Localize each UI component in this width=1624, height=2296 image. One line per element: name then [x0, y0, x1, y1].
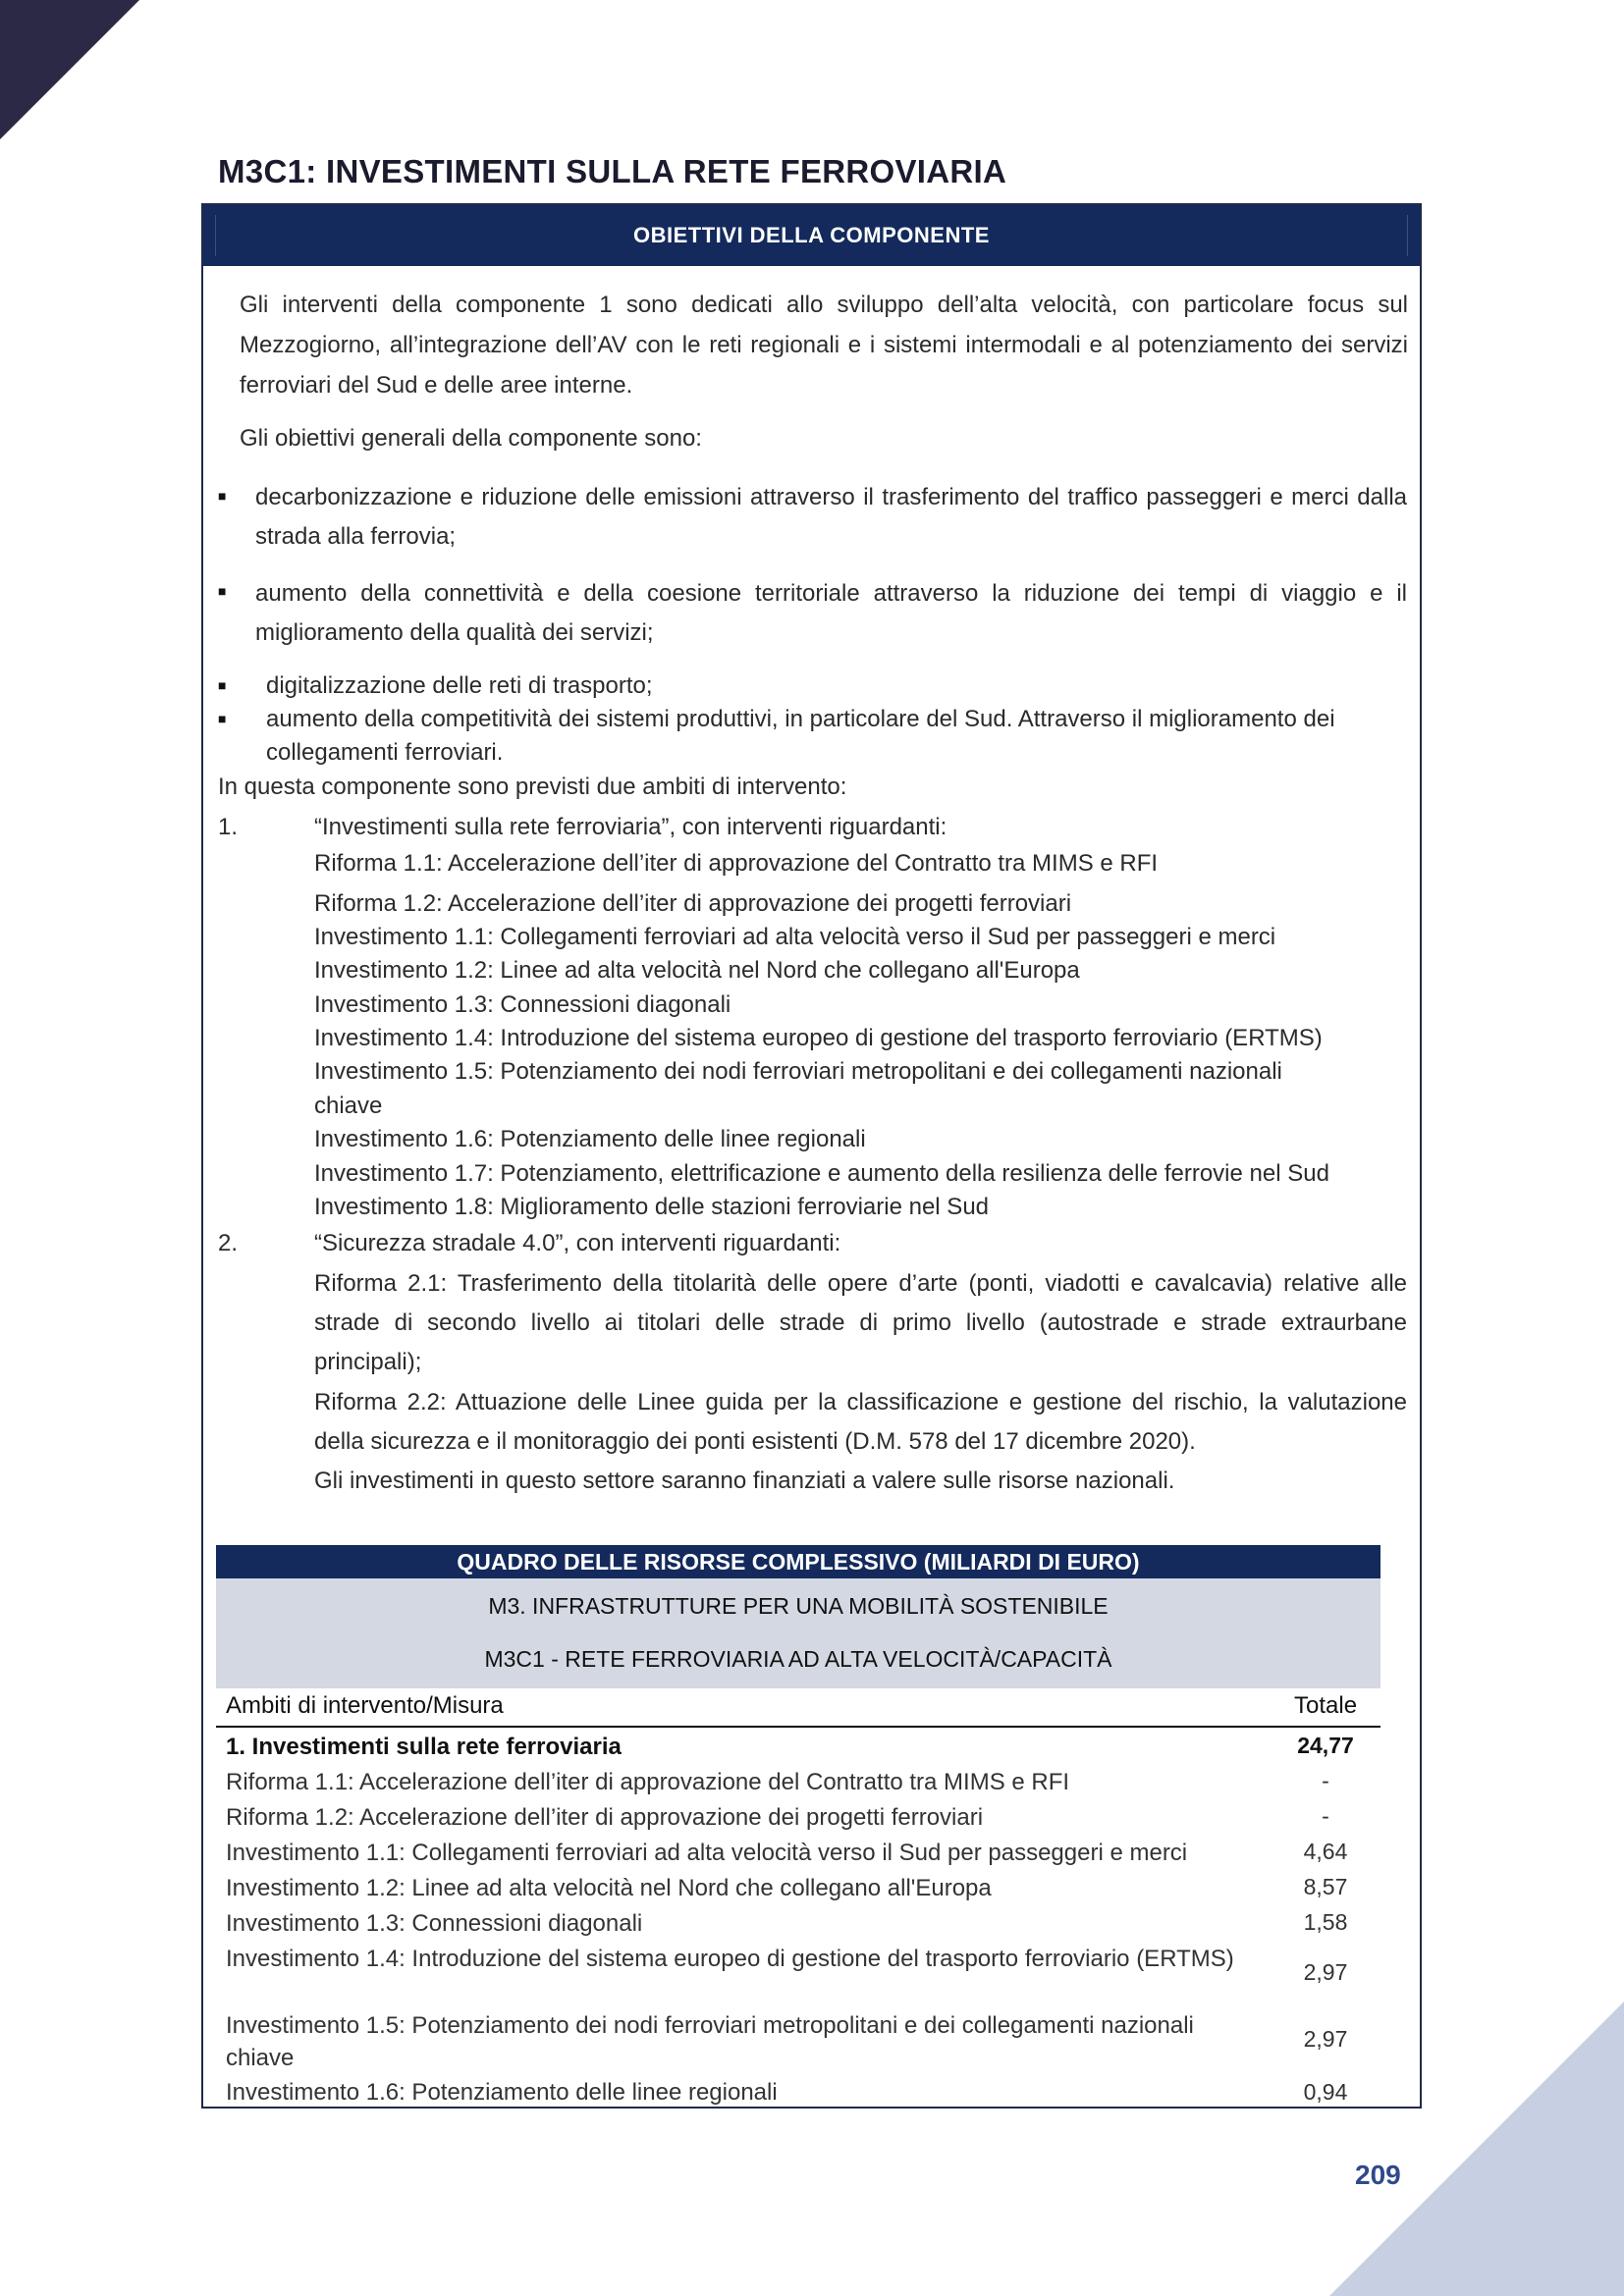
ambito-1-item: Investimento 1.3: Connessioni diagonali: [314, 991, 731, 1018]
objectives-intro: Gli interventi della componente 1 sono dedicati allo sviluppo dell’alta velocità, con particolare focus sul Mezzogiorno, all’integrazione dell’AV con le reti regionali e i sistemi intermodali e al potenziamento dei servizi ferroviari del Sud e delle aree interne.: [240, 292, 1408, 399]
table-row: Investimento 1.6: Potenziamento delle linee regionali: [226, 2079, 778, 2106]
header-divider: [216, 1726, 1380, 1728]
ambito-1-item: Investimento 1.5: Potenziamento dei nodi ferroviari metropolitani e dei collegamenti nazionali: [314, 1058, 1282, 1085]
bullet-marker: ■: [218, 583, 227, 599]
riforma-2-1: Riforma 2.1: Trasferimento della titolarità delle opere d’arte (ponti, viadotti e cavalcavia) relative alle strade di secondo livello ai titolari delle strade di primo livello (autostrade e strade extraurbane principali);: [314, 1270, 1407, 1375]
column-header-measure: Ambiti di intervento/Misura: [226, 1692, 504, 1719]
riforma-2-2: Riforma 2.2: Attuazione delle Linee guida per la classificazione e gestione del rischio, la valutazione della sicurezza e il monitoraggio dei ponti esistenti (D.M. 578 del 17 dicembre 2020).: [314, 1389, 1407, 1455]
objective-bullet-text: aumento della connettività e della coesione territoriale attraverso la riduzione dei tempi di viaggio e il miglioramento della qualità dei servizi;: [255, 580, 1407, 646]
bullet-marker: ■: [218, 711, 227, 726]
table-row-value: -: [1322, 1803, 1329, 1829]
objectives-header: [203, 205, 1420, 266]
ambito-1-item: Investimento 1.7: Potenziamento, elettrificazione e aumento della resilienza delle ferrovie nel Sud: [314, 1160, 1329, 1187]
section-title: M3C1: INVESTIMENTI SULLA RETE FERROVIARIA: [218, 153, 1007, 189]
table-row: Investimento 1.4: Introduzione del sistema europeo di gestione del trasporto ferroviario (ERTMS): [226, 1946, 1234, 1972]
objectives-header-label: OBIETTIVI DELLA COMPONENTE: [633, 223, 990, 247]
table-row-value: -: [1322, 1768, 1329, 1793]
ambito-1-number: 1.: [218, 814, 239, 840]
objective-bullet-3: digitalizzazione delle reti di trasporto;: [266, 672, 653, 699]
table-row-value: 2,97: [1303, 1959, 1348, 1985]
bullet-marker: ■: [218, 488, 227, 504]
table-row-value: 4,64: [1303, 1839, 1348, 1864]
table-row: Investimento 1.1: Collegamenti ferroviari ad alta velocità verso il Sud per passeggeri e merci: [226, 1840, 1188, 1866]
ambito-1-item: Riforma 1.2: Accelerazione dell’iter di approvazione dei progetti ferroviari: [314, 890, 1072, 917]
table-row: 1. Investimenti sulla rete ferroviaria: [226, 1734, 622, 1760]
ambito-1-item: Investimento 1.6: Potenziamento delle linee regionali: [314, 1126, 866, 1152]
table-row-value: 2,97: [1303, 2026, 1348, 2052]
table-row-value: 8,57: [1303, 1874, 1348, 1899]
table-row: Investimento 1.3: Connessioni diagonali: [226, 1910, 643, 1937]
objective-bullet-2: [255, 574, 1407, 653]
resources-header: QUADRO DELLE RISORSE COMPLESSIVO (MILIARDI DI EURO): [216, 1545, 1380, 1578]
objective-bullet-4: aumento della competitività dei sistemi produttivi, in particolare del Sud. Attraverso il miglioramento dei collegamenti ferroviari.: [266, 706, 1335, 766]
bullet-marker: ■: [218, 677, 227, 693]
financing-note: Gli investimenti in questo settore saranno finanziati a valere sulle risorse nazionali.: [314, 1468, 1175, 1494]
table-row-value: 24,77: [1297, 1733, 1354, 1758]
table-row: Investimento 1.2: Linee ad alta velocità nel Nord che collegano all'Europa: [226, 1875, 992, 1901]
objectives-general-intro: Gli obiettivi generali della componente sono:: [240, 425, 702, 452]
objective-bullet-1: [255, 478, 1407, 557]
page-number: 209: [1355, 2160, 1401, 2190]
table-row: Riforma 1.1: Accelerazione dell’iter di approvazione del Contratto tra MIMS e RFI: [226, 1769, 1070, 1795]
ambito-1-item: Investimento 1.2: Linee ad alta velocità nel Nord che collegano all'Europa: [314, 957, 1080, 984]
table-row-value: 0,94: [1303, 2079, 1348, 2105]
ambito-2-number: 2.: [218, 1230, 239, 1256]
ambito-1-item: Investimento 1.1: Collegamenti ferroviari ad alta velocità verso il Sud per passeggeri e merci: [314, 924, 1276, 950]
table-row: Investimento 1.5: Potenziamento dei nodi ferroviari metropolitani e dei collegamenti nazionali chiave: [226, 2012, 1194, 2071]
table-row-value: 1,58: [1303, 1909, 1348, 1935]
ambito-1-item: Investimento 1.4: Introduzione del sistema europeo di gestione del trasporto ferroviario (ERTMS): [314, 1025, 1323, 1051]
ambito-2-title: “Sicurezza stradale 4.0”, con interventi riguardanti:: [314, 1230, 841, 1256]
ambito-1-item: chiave: [314, 1093, 383, 1119]
ambito-1-item: Riforma 1.1: Accelerazione dell’iter di approvazione del Contratto tra MIMS e RFI: [314, 850, 1159, 877]
corner-decoration-top-left: [0, 0, 139, 139]
table-row: Riforma 1.2: Accelerazione dell’iter di approvazione dei progetti ferroviari: [226, 1804, 984, 1831]
ambiti-intro: In questa componente sono previsti due ambiti di intervento:: [218, 774, 847, 800]
ambito-1-item: Investimento 1.8: Miglioramento delle stazioni ferroviarie nel Sud: [314, 1194, 990, 1220]
objective-bullet-text: decarbonizzazione e riduzione delle emissioni attraverso il trasferimento del traffico passeggeri e merci dalla strada alla ferrovia;: [255, 484, 1407, 550]
resources-component: M3C1 - RETE FERROVIARIA AD ALTA VELOCITÀ/CAPACITÀ: [216, 1633, 1380, 1688]
resources-mission: M3. INFRASTRUTTURE PER UNA MOBILITÀ SOSTENIBILE: [216, 1578, 1380, 1633]
ambito-1-title: “Investimenti sulla rete ferroviaria”, con interventi riguardanti:: [314, 814, 947, 840]
column-header-total: Totale: [1294, 1692, 1358, 1719]
